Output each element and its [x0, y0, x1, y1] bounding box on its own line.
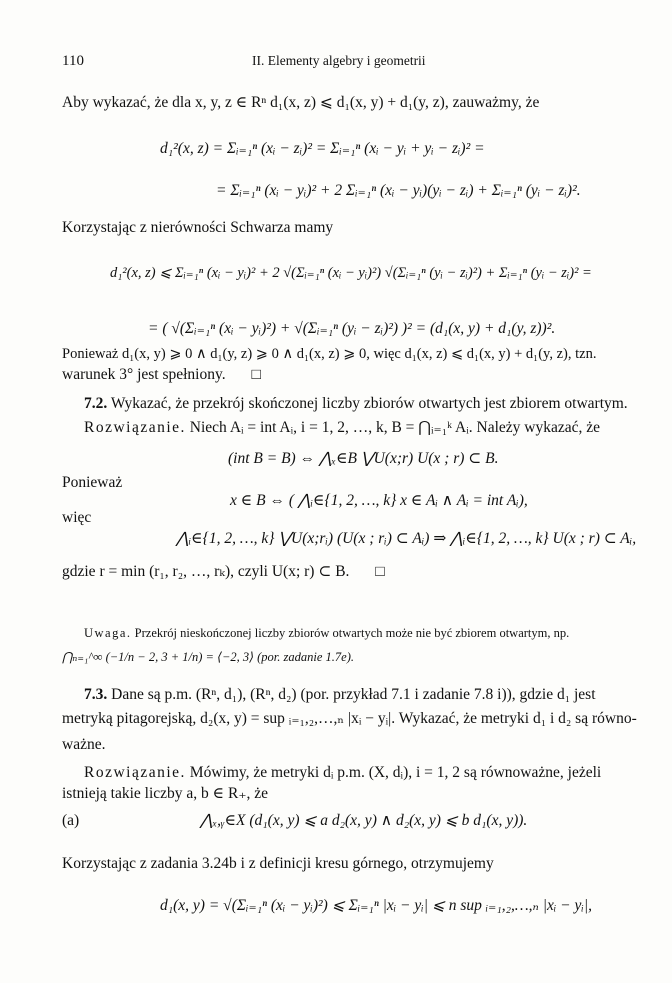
paragraph: istnieją takie liczby a, b ∈ R₊, że — [62, 785, 269, 802]
equation: d₁²(x, z) = Σᵢ₌₁ⁿ (xᵢ − zᵢ)² = Σᵢ₌₁ⁿ (xᵢ − yᵢ + yᵢ − zᵢ)² = — [160, 140, 485, 157]
solution-7-3 — [84, 764, 601, 782]
exercise-text: Dane są p.m. (Rⁿ, d₁), (Rⁿ, d₂) (por. przykład 7.1 i zadanie 7.8 i)), gdzie d₁ jest — [111, 686, 596, 703]
running-title: II. Elementy algebry i geometrii — [252, 53, 426, 68]
equation: (int B = B) ⇔ ⋀ₓ∈B ⋁U(x;r) U(x ; r) ⊂ B. — [228, 450, 499, 467]
equation: ⋀ᵢ∈{1, 2, …, k} ⋁U(x;rᵢ) (U(x ; rᵢ) ⊂ Aᵢ) ⇒ ⋀ᵢ∈{1, 2, …, k} U(x ; r) ⊂ Aᵢ, — [176, 530, 637, 547]
exercise-number: 7.2. — [84, 395, 108, 412]
paragraph: Korzystając z zadania 3.24b i z definicji kresu górnego, otrzymujemy — [62, 855, 494, 872]
qed-symbol: □ — [375, 563, 385, 580]
note — [84, 624, 569, 642]
equation: = ( √(Σᵢ₌₁ⁿ (xᵢ − yᵢ)²) + √(Σᵢ₌₁ⁿ (yᵢ − zᵢ)²) )² = (d₁(x, y) + d₁(y, z))². — [148, 320, 556, 337]
paragraph: Aby wykazać, że dla x, y, z ∈ Rⁿ d₁(x, z) ⩽ d₁(x, y) + d₁(y, z), zauważmy, że — [62, 94, 540, 111]
page-number: 110 — [62, 53, 84, 69]
exercise-text: Wykazać, że przekrój skończonej liczby zbiorów otwartych jest zbiorem otwartym. — [110, 395, 628, 412]
solution-label: Rozwiązanie. — [84, 419, 186, 436]
exercise-7-3 — [84, 686, 596, 704]
paragraph: Korzystając z nierówności Schwarza mamy — [62, 219, 334, 236]
paragraph: więc — [62, 509, 92, 526]
solution-7-2 — [84, 419, 600, 437]
equation: d₁²(x, z) ⩽ Σᵢ₌₁ⁿ (xᵢ − yᵢ)² + 2 √(Σᵢ₌₁ⁿ (xᵢ − yᵢ)²) √(Σᵢ₌₁ⁿ (yᵢ − zᵢ)²) + Σᵢ₌₁ⁿ (yᵢ − zᵢ)² = — [110, 265, 592, 281]
paragraph-text: warunek 3° jest spełniony. — [62, 366, 226, 383]
exercise-7-2 — [84, 395, 628, 413]
equation: = Σᵢ₌₁ⁿ (xᵢ − yᵢ)² + 2 Σᵢ₌₁ⁿ (xᵢ − yᵢ)(yᵢ − zᵢ) + Σᵢ₌₁ⁿ (yᵢ − zᵢ)². — [216, 182, 581, 199]
exercise-number: 7.3. — [84, 686, 108, 703]
paragraph: ważne. — [62, 736, 106, 753]
solution-text: Mówimy, że metryki dᵢ p.m. (X, dᵢ), i = 1, 2 są równoważne, jeżeli — [189, 764, 602, 781]
qed-symbol: □ — [251, 366, 261, 383]
paragraph: metryką pitagorejską, d₂(x, y) = sup ᵢ₌₁,₂,…,ₙ |xᵢ − yᵢ|. Wykazać, że metryki d₁ i d₂ są równo- — [62, 710, 637, 727]
solution-text: Niech Aᵢ = int Aᵢ, i = 1, 2, …, k, B = ⋂ᵢ₌₁ᵏ Aᵢ. Należy wykazać, że — [189, 419, 600, 436]
note-label: Uwaga. — [84, 626, 132, 640]
paragraph: Ponieważ d₁(x, y) ⩾ 0 ∧ d₁(y, z) ⩾ 0 ∧ d₁(x, z) ⩾ 0, więc d₁(x, z) ⩽ d₁(x, y) + d₁(y, z), tzn. — [62, 346, 597, 362]
paragraph — [62, 366, 261, 384]
note-text: Przekrój nieskończonej liczby zbiorów otwartych może nie być zbiorem otwartym, np. — [134, 626, 570, 640]
paragraph — [62, 563, 385, 581]
paragraph-text: gdzie r = min (r₁, r₂, …, rₖ), czyli U(x; r) ⊂ B. — [62, 563, 350, 580]
paragraph: Ponieważ — [62, 474, 123, 491]
solution-label: Rozwiązanie. — [84, 764, 186, 781]
note-equation: ⋂ₙ₌₁^∞ (−1/n − 2, 3 + 1/n) = ⟨−2, 3⟩ (por. zadanie 1.7e). — [62, 650, 355, 664]
equation: x ∈ B ⇔ ( ⋀ᵢ∈{1, 2, …, k} x ∈ Aᵢ ∧ Aᵢ = int Aᵢ), — [230, 492, 528, 509]
equation-label: (a) — [62, 812, 80, 829]
equation: ⋀ₓ,ᵧ∈X (d₁(x, y) ⩽ a d₂(x, y) ∧ d₂(x, y) ⩽ b d₁(x, y)). — [200, 812, 528, 829]
equation: d₁(x, y) = √(Σᵢ₌₁ⁿ (xᵢ − yᵢ)²) ⩽ Σᵢ₌₁ⁿ |xᵢ − yᵢ| ⩽ n sup ᵢ₌₁,₂,…,ₙ |xᵢ − yᵢ|, — [160, 897, 592, 914]
